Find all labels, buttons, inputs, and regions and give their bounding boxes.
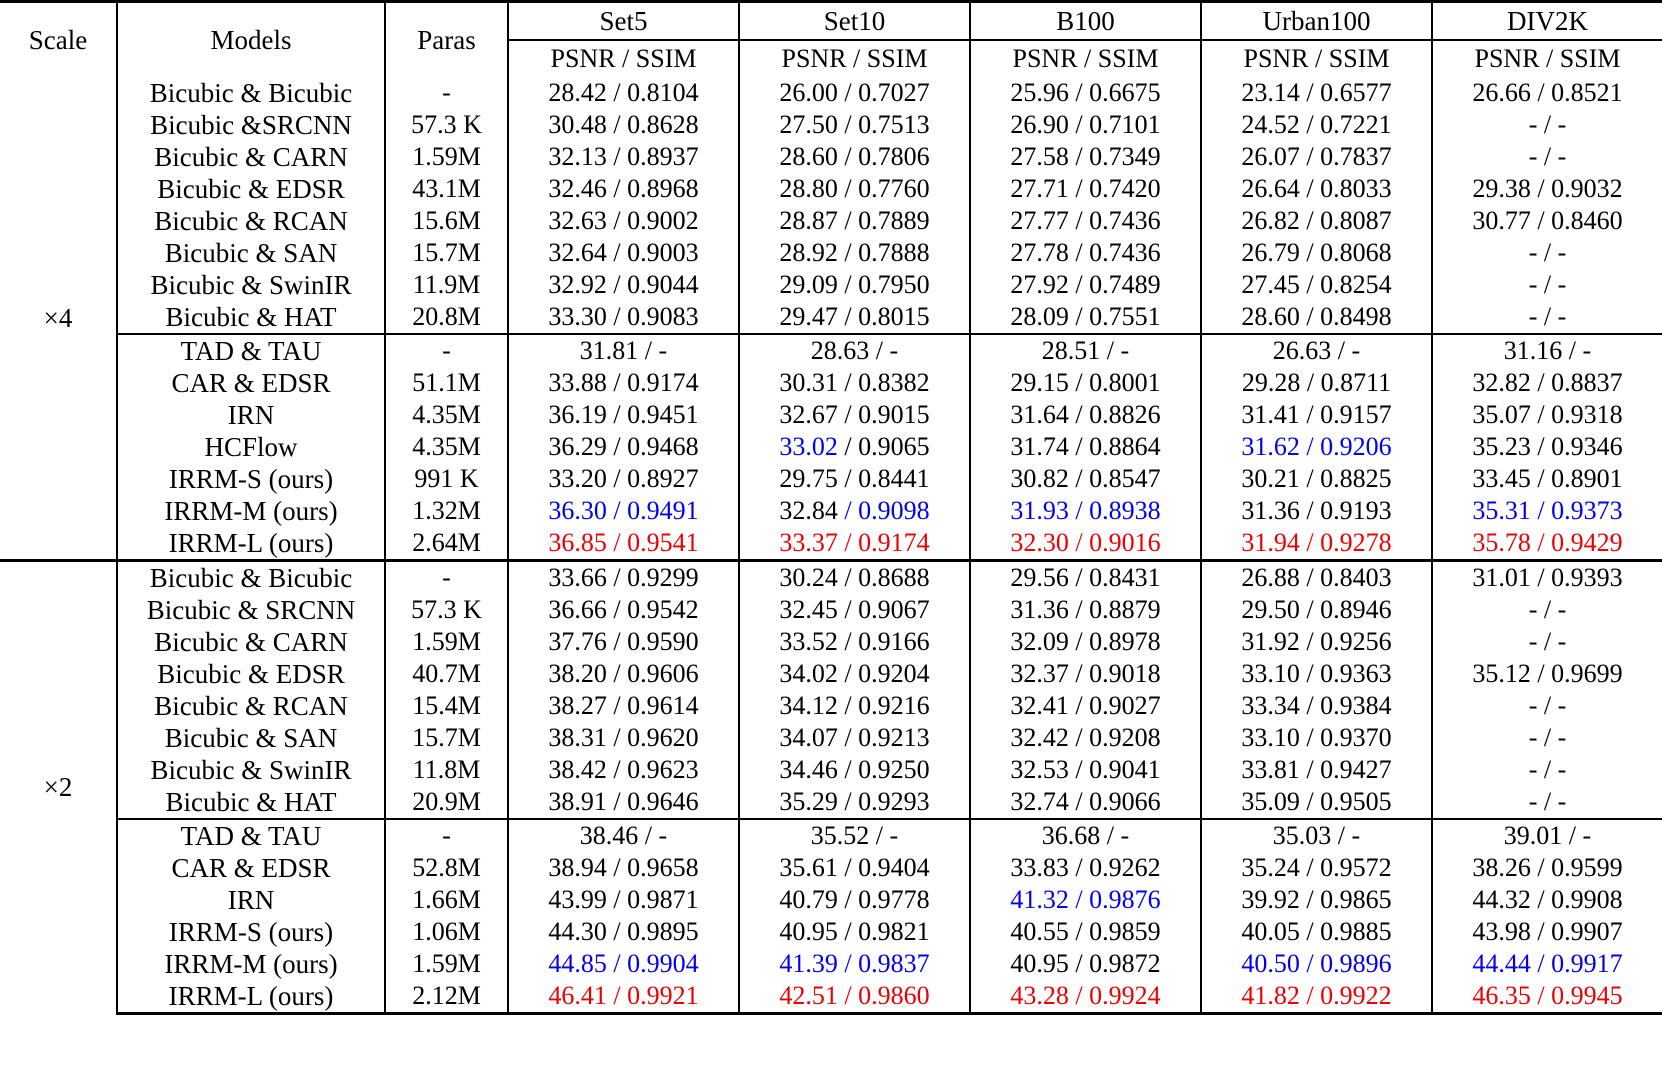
- model-params: -: [385, 561, 508, 595]
- table-row: [0, 980, 1662, 1014]
- metric-cell: 29.09 / 0.7950: [739, 269, 970, 301]
- metric-cell: 32.53 / 0.9041: [970, 754, 1201, 786]
- metric-cell: 35.03 / -: [1201, 819, 1432, 852]
- model-name: IRRM-L (ours): [117, 980, 385, 1014]
- metric-cell: 29.50 / 0.8946: [1201, 594, 1432, 626]
- table-row: [0, 301, 1662, 334]
- metric-cell: 39.01 / -: [1432, 819, 1662, 852]
- table-header: [0, 2, 1662, 78]
- metric-header-urban100: PSNR / SSIM: [1201, 40, 1432, 77]
- model-params: 51.1M: [385, 367, 508, 399]
- metric-cell: 28.51 / -: [970, 334, 1201, 367]
- metric-cell: - / -: [1432, 722, 1662, 754]
- model-params: 2.12M: [385, 980, 508, 1014]
- model-name: Bicubic & CARN: [117, 626, 385, 658]
- metric-cell: 30.48 / 0.8628: [508, 109, 739, 141]
- metric-cell: 40.95 / 0.9821: [739, 916, 970, 948]
- model-params: 4.35M: [385, 431, 508, 463]
- metric-cell: 33.10 / 0.9363: [1201, 658, 1432, 690]
- table-row: [0, 334, 1662, 367]
- model-name: IRRM-M (ours): [117, 495, 385, 527]
- metric-cell: 33.37 / 0.9174: [739, 527, 970, 561]
- metric-separator: /: [837, 432, 859, 461]
- model-name: Bicubic &SRCNN: [117, 109, 385, 141]
- model-params: 15.4M: [385, 690, 508, 722]
- metric-cell: 33.10 / 0.9370: [1201, 722, 1432, 754]
- metric-cell: 36.30 / 0.9491: [508, 495, 739, 527]
- metric-cell: - / -: [1432, 594, 1662, 626]
- metric-cell: 31.16 / -: [1432, 334, 1662, 367]
- metric-cell: 38.26 / 0.9599: [1432, 852, 1662, 884]
- metric-cell: 46.35 / 0.9945: [1432, 980, 1662, 1014]
- metric-cell: - / -: [1432, 109, 1662, 141]
- metric-cell: [739, 431, 970, 463]
- model-name: Bicubic & HAT: [117, 301, 385, 334]
- table-row: [0, 109, 1662, 141]
- table-row: [0, 269, 1662, 301]
- metric-cell: 29.15 / 0.8001: [970, 367, 1201, 399]
- model-params: 1.66M: [385, 884, 508, 916]
- metric-cell: 33.88 / 0.9174: [508, 367, 739, 399]
- metric-cell: 43.98 / 0.9907: [1432, 916, 1662, 948]
- metric-cell: 32.46 / 0.8968: [508, 173, 739, 205]
- scale-label: ×2: [0, 561, 117, 1014]
- model-name: Bicubic & SAN: [117, 237, 385, 269]
- metric-cell: 34.46 / 0.9250: [739, 754, 970, 786]
- metric-cell: 30.82 / 0.8547: [970, 463, 1201, 495]
- table-row: [0, 754, 1662, 786]
- model-params: 11.9M: [385, 269, 508, 301]
- metric-cell: 26.07 / 0.7837: [1201, 141, 1432, 173]
- model-params: 40.7M: [385, 658, 508, 690]
- metric-cell: 32.30 / 0.9016: [970, 527, 1201, 561]
- model-name: Bicubic & Bicubic: [117, 561, 385, 595]
- table-row: [0, 205, 1662, 237]
- model-params: 1.59M: [385, 141, 508, 173]
- model-params: -: [385, 77, 508, 109]
- scale-label: ×4: [43, 302, 73, 333]
- metric-cell: 26.64 / 0.8033: [1201, 173, 1432, 205]
- metric-cell: 36.68 / -: [970, 819, 1201, 852]
- model-params: 15.6M: [385, 205, 508, 237]
- metric-cell: 28.92 / 0.7888: [739, 237, 970, 269]
- table-row: [0, 173, 1662, 205]
- table-row: [0, 399, 1662, 431]
- table-row: [0, 819, 1662, 852]
- model-name: Bicubic & RCAN: [117, 205, 385, 237]
- metric-cell: 30.24 / 0.8688: [739, 561, 970, 595]
- metric-cell: 35.07 / 0.9318: [1432, 399, 1662, 431]
- model-name: HCFlow: [117, 431, 385, 463]
- metric-cell: 44.44 / 0.9917: [1432, 948, 1662, 980]
- metric-cell: - / -: [1432, 786, 1662, 819]
- metric-cell: 36.19 / 0.9451: [508, 399, 739, 431]
- metric-cell: 27.77 / 0.7436: [970, 205, 1201, 237]
- metric-cell: 35.12 / 0.9699: [1432, 658, 1662, 690]
- metric-cell: 33.66 / 0.9299: [508, 561, 739, 595]
- metric-cell: 33.34 / 0.9384: [1201, 690, 1432, 722]
- metric-cell: 38.46 / -: [508, 819, 739, 852]
- metric-cell: 28.63 / -: [739, 334, 970, 367]
- model-params: -: [385, 334, 508, 367]
- metric-cell: 31.93 / 0.8938: [970, 495, 1201, 527]
- table-row: [0, 916, 1662, 948]
- metric-cell: 27.92 / 0.7489: [970, 269, 1201, 301]
- metric-cell: 44.85 / 0.9904: [508, 948, 739, 980]
- column-header-scale: Scale: [0, 2, 117, 78]
- metric-cell: 33.81 / 0.9427: [1201, 754, 1432, 786]
- metric-cell: 40.79 / 0.9778: [739, 884, 970, 916]
- table-row: [0, 786, 1662, 819]
- model-params: 57.3 K: [385, 109, 508, 141]
- metric-cell: 31.62 / 0.9206: [1201, 431, 1432, 463]
- metric-cell: 35.31 / 0.9373: [1432, 495, 1662, 527]
- metric-cell: 35.23 / 0.9346: [1432, 431, 1662, 463]
- model-params: 57.3 K: [385, 594, 508, 626]
- table-row: [0, 948, 1662, 980]
- metric-cell: 41.32 / 0.9876: [970, 884, 1201, 916]
- metric-cell: 36.85 / 0.9541: [508, 527, 739, 561]
- column-header-dataset-urban100: Urban100: [1201, 2, 1432, 41]
- metric-cell: 34.07 / 0.9213: [739, 722, 970, 754]
- metric-cell: 27.78 / 0.7436: [970, 237, 1201, 269]
- table-row: [0, 658, 1662, 690]
- metric-cell: 40.55 / 0.9859: [970, 916, 1201, 948]
- metric-cell: 39.92 / 0.9865: [1201, 884, 1432, 916]
- column-header-dataset-b100: B100: [970, 2, 1201, 41]
- metric-cell: 28.80 / 0.7760: [739, 173, 970, 205]
- metric-cell: 33.30 / 0.9083: [508, 301, 739, 334]
- metric-cell: - / -: [1432, 626, 1662, 658]
- model-params: 52.8M: [385, 852, 508, 884]
- model-name: Bicubic & CARN: [117, 141, 385, 173]
- model-params: 2.64M: [385, 527, 508, 561]
- psnr-value: 32.84: [779, 496, 838, 525]
- metric-cell: - / -: [1432, 690, 1662, 722]
- metric-cell: 27.71 / 0.7420: [970, 173, 1201, 205]
- metric-cell: 36.29 / 0.9468: [508, 431, 739, 463]
- model-params: 15.7M: [385, 722, 508, 754]
- metric-cell: 42.51 / 0.9860: [739, 980, 970, 1014]
- metric-cell: 43.28 / 0.9924: [970, 980, 1201, 1014]
- metric-cell: 31.81 / -: [508, 334, 739, 367]
- model-params: -: [385, 819, 508, 852]
- metric-cell: 31.01 / 0.9393: [1432, 561, 1662, 595]
- table-row: [0, 561, 1662, 595]
- metric-cell: 26.79 / 0.8068: [1201, 237, 1432, 269]
- metric-cell: 26.88 / 0.8403: [1201, 561, 1432, 595]
- metric-cell: 31.92 / 0.9256: [1201, 626, 1432, 658]
- metric-cell: - / -: [1432, 237, 1662, 269]
- model-params: 11.8M: [385, 754, 508, 786]
- metric-cell: 31.36 / 0.8879: [970, 594, 1201, 626]
- metric-cell: 44.32 / 0.9908: [1432, 884, 1662, 916]
- metric-header-set5: PSNR / SSIM: [508, 40, 739, 77]
- table-row: [0, 626, 1662, 658]
- column-header-dataset-set10: Set10: [739, 2, 970, 41]
- metric-cell: - / -: [1432, 754, 1662, 786]
- metric-cell: 29.47 / 0.8015: [739, 301, 970, 334]
- model-params: 1.59M: [385, 626, 508, 658]
- model-name: IRN: [117, 884, 385, 916]
- metric-cell: - / -: [1432, 269, 1662, 301]
- model-name: Bicubic & SwinIR: [117, 269, 385, 301]
- column-header-dataset-set5: Set5: [508, 2, 739, 41]
- metric-cell: 29.75 / 0.8441: [739, 463, 970, 495]
- table-body: [0, 77, 1662, 1014]
- metric-cell: 40.95 / 0.9872: [970, 948, 1201, 980]
- metric-cell: 31.36 / 0.9193: [1201, 495, 1432, 527]
- table-row: [0, 77, 1662, 109]
- metric-cell: 31.41 / 0.9157: [1201, 399, 1432, 431]
- metric-cell: 27.50 / 0.7513: [739, 109, 970, 141]
- psnr-value: 33.02: [779, 432, 838, 461]
- metric-separator: /: [837, 496, 859, 525]
- model-params: 43.1M: [385, 173, 508, 205]
- metric-cell: 26.82 / 0.8087: [1201, 205, 1432, 237]
- model-params: 1.59M: [385, 948, 508, 980]
- metric-cell: 28.87 / 0.7889: [739, 205, 970, 237]
- metric-header-div2k: PSNR / SSIM: [1432, 40, 1662, 77]
- table-row: [0, 495, 1662, 527]
- metric-cell: [739, 495, 970, 527]
- model-name: TAD & TAU: [117, 334, 385, 367]
- metric-cell: 29.38 / 0.9032: [1432, 173, 1662, 205]
- model-name: Bicubic & RCAN: [117, 690, 385, 722]
- metric-cell: 32.45 / 0.9067: [739, 594, 970, 626]
- model-name: Bicubic & Bicubic: [117, 77, 385, 109]
- model-params: 1.32M: [385, 495, 508, 527]
- model-params: 20.8M: [385, 301, 508, 334]
- metric-cell: 25.96 / 0.6675: [970, 77, 1201, 109]
- table-row: [0, 690, 1662, 722]
- metric-cell: 28.60 / 0.8498: [1201, 301, 1432, 334]
- metric-cell: 32.63 / 0.9002: [508, 205, 739, 237]
- metric-cell: 28.09 / 0.7551: [970, 301, 1201, 334]
- metric-cell: 38.27 / 0.9614: [508, 690, 739, 722]
- metric-cell: 34.12 / 0.9216: [739, 690, 970, 722]
- metric-cell: 24.52 / 0.7221: [1201, 109, 1432, 141]
- header-row-main: [0, 2, 1662, 41]
- metric-cell: 31.74 / 0.8864: [970, 431, 1201, 463]
- metric-cell: 32.74 / 0.9066: [970, 786, 1201, 819]
- model-name: IRRM-S (ours): [117, 463, 385, 495]
- metric-cell: 32.13 / 0.8937: [508, 141, 739, 173]
- metric-cell: 41.82 / 0.9922: [1201, 980, 1432, 1014]
- metric-cell: 27.58 / 0.7349: [970, 141, 1201, 173]
- metric-cell: 32.82 / 0.8837: [1432, 367, 1662, 399]
- metric-cell: 35.78 / 0.9429: [1432, 527, 1662, 561]
- metric-cell: 38.20 / 0.9606: [508, 658, 739, 690]
- model-name: IRRM-S (ours): [117, 916, 385, 948]
- table-row: [0, 722, 1662, 754]
- metric-cell: 33.83 / 0.9262: [970, 852, 1201, 884]
- metric-header-b100: PSNR / SSIM: [970, 40, 1201, 77]
- metric-cell: 31.64 / 0.8826: [970, 399, 1201, 431]
- model-name: CAR & EDSR: [117, 367, 385, 399]
- column-header-dataset-div2k: DIV2K: [1432, 2, 1662, 41]
- table-row: [0, 237, 1662, 269]
- model-params: 20.9M: [385, 786, 508, 819]
- metric-cell: 40.05 / 0.9885: [1201, 916, 1432, 948]
- metric-cell: 29.28 / 0.8711: [1201, 367, 1432, 399]
- model-name: Bicubic & SAN: [117, 722, 385, 754]
- metric-cell: 38.94 / 0.9658: [508, 852, 739, 884]
- metric-cell: 30.31 / 0.8382: [739, 367, 970, 399]
- model-name: Bicubic & HAT: [117, 786, 385, 819]
- model-name: IRRM-L (ours): [117, 527, 385, 561]
- metric-cell: 26.00 / 0.7027: [739, 77, 970, 109]
- metric-cell: 32.41 / 0.9027: [970, 690, 1201, 722]
- metric-cell: 40.50 / 0.9896: [1201, 948, 1432, 980]
- table-row: [0, 594, 1662, 626]
- ssim-value: 0.9098: [858, 496, 930, 525]
- model-name: Bicubic & EDSR: [117, 658, 385, 690]
- metric-cell: 32.09 / 0.8978: [970, 626, 1201, 658]
- metric-cell: 30.77 / 0.8460: [1432, 205, 1662, 237]
- metric-cell: 23.14 / 0.6577: [1201, 77, 1432, 109]
- table-row: [0, 463, 1662, 495]
- metric-cell: 28.42 / 0.8104: [508, 77, 739, 109]
- metric-cell: 28.60 / 0.7806: [739, 141, 970, 173]
- metric-cell: 46.41 / 0.9921: [508, 980, 739, 1014]
- metric-cell: 32.42 / 0.9208: [970, 722, 1201, 754]
- model-params: 1.06M: [385, 916, 508, 948]
- model-name: Bicubic & SwinIR: [117, 754, 385, 786]
- metric-cell: - / -: [1432, 301, 1662, 334]
- metric-cell: 32.67 / 0.9015: [739, 399, 970, 431]
- metric-cell: 35.52 / -: [739, 819, 970, 852]
- model-name: IRRM-M (ours): [117, 948, 385, 980]
- metric-cell: 26.63 / -: [1201, 334, 1432, 367]
- metric-cell: 29.56 / 0.8431: [970, 561, 1201, 595]
- table-row: [0, 527, 1662, 561]
- metric-cell: 26.66 / 0.8521: [1432, 77, 1662, 109]
- metric-cell: 35.09 / 0.9505: [1201, 786, 1432, 819]
- model-name: TAD & TAU: [117, 819, 385, 852]
- metric-cell: 33.52 / 0.9166: [739, 626, 970, 658]
- metric-cell: 38.91 / 0.9646: [508, 786, 739, 819]
- metric-cell: 30.21 / 0.8825: [1201, 463, 1432, 495]
- metric-cell: 32.92 / 0.9044: [508, 269, 739, 301]
- metric-cell: 31.94 / 0.9278: [1201, 527, 1432, 561]
- model-name: Bicubic & SRCNN: [117, 594, 385, 626]
- metric-cell: 38.31 / 0.9620: [508, 722, 739, 754]
- table-row: [0, 141, 1662, 173]
- model-name: CAR & EDSR: [117, 852, 385, 884]
- metric-cell: 33.45 / 0.8901: [1432, 463, 1662, 495]
- metric-cell: 33.20 / 0.8927: [508, 463, 739, 495]
- metric-cell: 27.45 / 0.8254: [1201, 269, 1432, 301]
- model-params: 4.35M: [385, 399, 508, 431]
- model-name: IRN: [117, 399, 385, 431]
- metric-cell: 32.64 / 0.9003: [508, 237, 739, 269]
- column-header-models: Models: [117, 2, 385, 78]
- table-row: [0, 431, 1662, 463]
- model-name: Bicubic & EDSR: [117, 173, 385, 205]
- metric-cell: 41.39 / 0.9837: [739, 948, 970, 980]
- metric-header-set10: PSNR / SSIM: [739, 40, 970, 77]
- metric-cell: 36.66 / 0.9542: [508, 594, 739, 626]
- metric-cell: 38.42 / 0.9623: [508, 754, 739, 786]
- metric-cell: 37.76 / 0.9590: [508, 626, 739, 658]
- ssim-value: 0.9065: [858, 432, 930, 461]
- model-params: 15.7M: [385, 237, 508, 269]
- table-row: [0, 367, 1662, 399]
- model-params: 991 K: [385, 463, 508, 495]
- metric-cell: 44.30 / 0.9895: [508, 916, 739, 948]
- metric-cell: 26.90 / 0.7101: [970, 109, 1201, 141]
- metric-cell: 34.02 / 0.9204: [739, 658, 970, 690]
- metric-cell: 35.61 / 0.9404: [739, 852, 970, 884]
- table-row: [0, 884, 1662, 916]
- metric-cell: 43.99 / 0.9871: [508, 884, 739, 916]
- table-row: [0, 852, 1662, 884]
- metric-cell: 35.24 / 0.9572: [1201, 852, 1432, 884]
- metric-cell: 32.37 / 0.9018: [970, 658, 1201, 690]
- metric-cell: 35.29 / 0.9293: [739, 786, 970, 819]
- metric-cell: - / -: [1432, 141, 1662, 173]
- column-header-paras: Paras: [385, 2, 508, 78]
